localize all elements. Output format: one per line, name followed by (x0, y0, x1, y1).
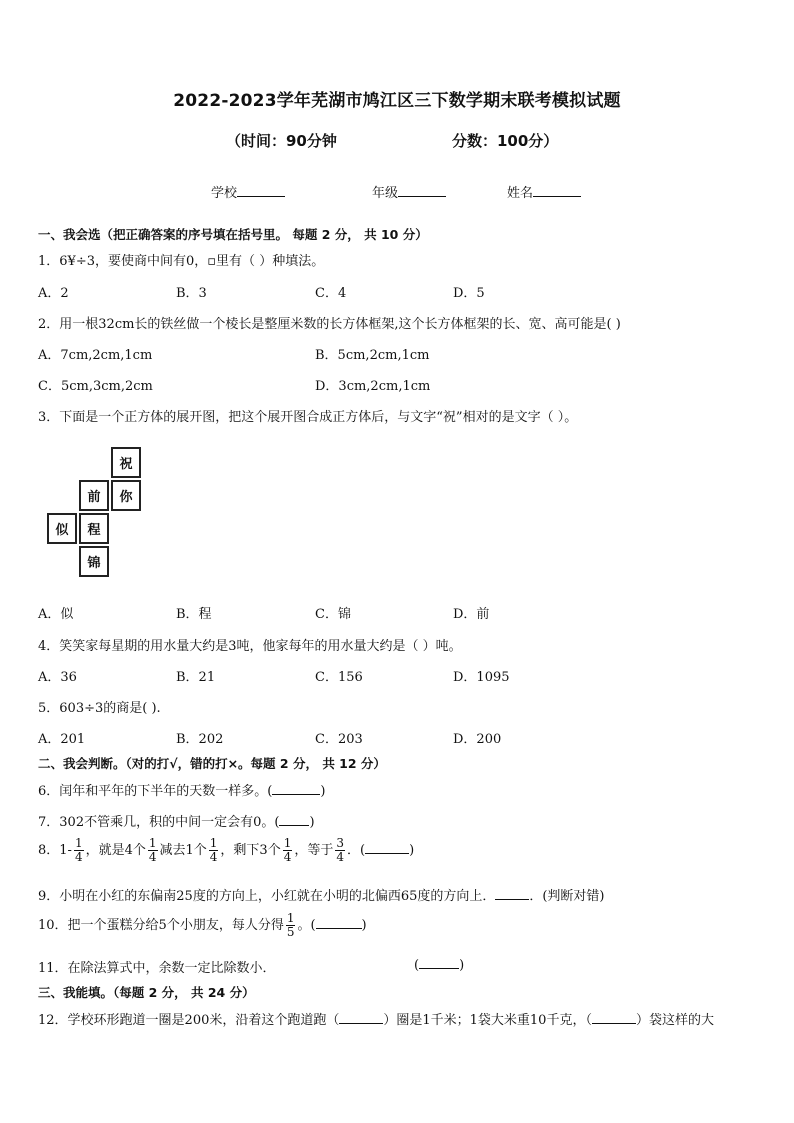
question-1: 1．6¥÷3，要使商中间有0，▫里有（ ）种填法。 (38, 254, 325, 269)
q1-option-d: D．5 (453, 286, 485, 301)
fraction: $\frac{1}{4}$ (283, 836, 292, 864)
q11-answer-blank[interactable] (419, 957, 459, 969)
net-cell-ni: 你 (111, 480, 141, 511)
question-8: 8．1- $\frac{1}{4}$ ，就是4个 $\frac{1}{4}$ 减去1个 $\frac{1}{4}$ ，剩下3个 $\frac{1}{4}$ ，等于 $\frac{3}{4}$ ．( ) (38, 836, 415, 864)
section-2-heading: 二、我会判断。（对的打√，错的打×。每题 2 分， 共 12 分） (38, 756, 386, 771)
question-4: 4．笑笑家每星期的用水量大约是3吨，他家每年的用水量大约是（ ）吨。 (38, 639, 462, 654)
question-9: 9．小明在小红的东偏南25度的方向上，小红就在小明的北偏西65度的方向上． ．(判断对错) (38, 889, 605, 904)
q3-option-a: A．似 (38, 607, 74, 622)
q5-option-c: C．203 (315, 732, 363, 747)
page-title: 2022-2023学年芜湖市鸠江区三下数学期末联考模拟试题 (173, 91, 621, 111)
fraction: $\frac{1}{4}$ (209, 836, 218, 864)
q11-answer: ( ) (414, 958, 465, 973)
q7-answer-blank[interactable] (279, 814, 309, 826)
fraction: $\frac{3}{4}$ (336, 836, 344, 864)
section-3-heading: 三、我能填。（每题 2 分， 共 24 分） (38, 985, 255, 1000)
question-12: 12．学校环形跑道一圈是200米，沿着这个跑道跑（ ）圈是1千米；1袋大米重10千克，（ ）袋这样的大 (38, 1013, 714, 1028)
q1-option-c: C．4 (315, 286, 347, 301)
q2-option-b: B．5cm,2cm,1cm (315, 348, 430, 363)
question-2: 2．用一根32cm长的铁丝做一个棱长是整厘米数的长方体框架,这个长方体框架的长、宽、高可能是( ) (38, 317, 621, 332)
section-1-heading: 一、我会选（把正确答案的序号填在括号里。 每题 2 分， 共 10 分） (38, 227, 428, 242)
question-10: 10．把一个蛋糕分给5个小朋友，每人分得 $\frac{1}{5}$ 。( ) (38, 911, 367, 939)
net-cell-jin: 锦 (79, 546, 109, 577)
question-6: 6．闰年和平年的下半年的天数一样多。( ) (38, 784, 326, 799)
net-cell-qian: 前 (79, 480, 109, 511)
q3-option-d: D．前 (453, 607, 490, 622)
q10-answer-blank[interactable] (316, 917, 362, 929)
q4-option-a: A．36 (38, 670, 77, 685)
exam-time: （时间：90分钟 (226, 132, 337, 150)
q3-option-c: C．锦 (315, 607, 351, 622)
question-11: 11．在除法算式中，余数一定比除数小． (38, 961, 276, 976)
q4-option-b: B．21 (176, 670, 216, 685)
q2-option-c: C．5cm,3cm,2cm (38, 379, 153, 394)
school-field: 学校 (211, 182, 285, 201)
q12-answer-blank-1[interactable] (339, 1012, 383, 1024)
question-3: 3．下面是一个正方体的展开图，把这个展开图合成正方体后，与文字“祝”相对的是文字（ ）。 (38, 410, 578, 425)
q3-option-b: B．程 (176, 607, 212, 622)
net-cell-si: 似 (47, 513, 77, 544)
name-field: 姓名 (507, 182, 581, 201)
exam-score: 分数：100分） (452, 132, 559, 150)
q5-option-b: B．202 (176, 732, 224, 747)
fraction: $\frac{1}{4}$ (148, 836, 157, 864)
q4-option-c: C．156 (315, 670, 363, 685)
q6-answer-blank[interactable] (272, 783, 320, 795)
q8-answer-blank[interactable] (365, 842, 409, 854)
q1-option-a: A．2 (38, 286, 69, 301)
q12-answer-blank-2[interactable] (592, 1012, 636, 1024)
q1-option-b: B．3 (176, 286, 207, 301)
q2-option-a: A．7cm,2cm,1cm (38, 348, 153, 363)
net-cell-cheng: 程 (79, 513, 109, 544)
net-cell-zhu: 祝 (111, 447, 141, 478)
fraction: $\frac{1}{4}$ (74, 836, 83, 864)
grade-field: 年级 (372, 182, 446, 201)
q5-option-a: A．201 (38, 732, 86, 747)
q2-option-d: D．3cm,2cm,1cm (315, 379, 431, 394)
question-7: 7．302不管乘几，积的中间一定会有0。( ) (38, 815, 315, 830)
q5-option-d: D．200 (453, 732, 502, 747)
fraction: $\frac{1}{5}$ (286, 911, 295, 939)
question-5: 5．603÷3的商是( ). (38, 701, 161, 716)
q4-option-d: D．1095 (453, 670, 510, 685)
q9-answer-blank[interactable] (495, 888, 529, 900)
